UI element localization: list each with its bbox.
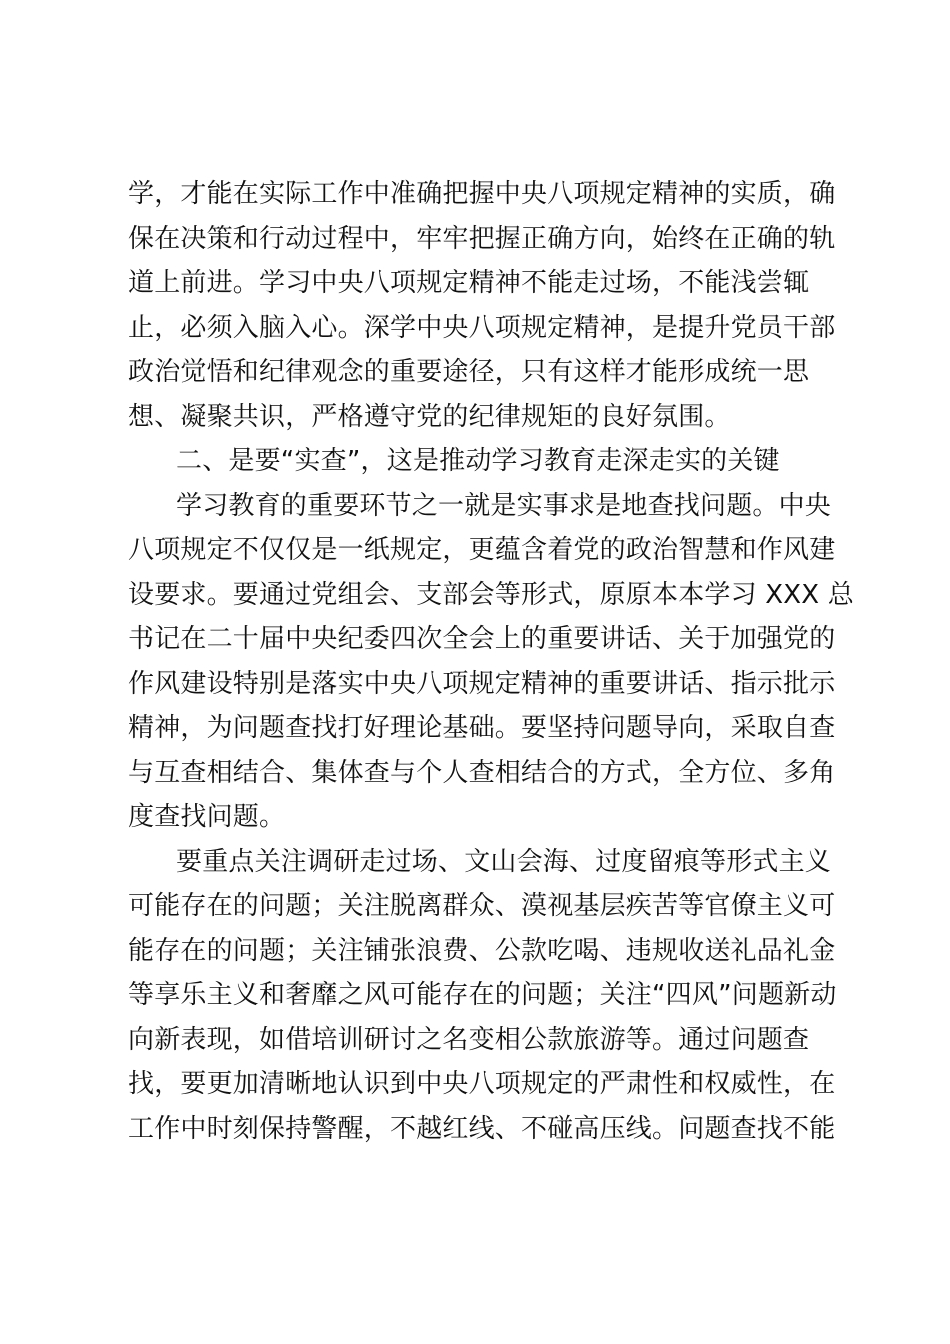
text-line: 政治觉悟和纪律观念的重要途径，只有这样才能形成统一思 (128, 357, 810, 387)
text-line: 向新表现，如借培训研讨之名变相公款旅游等。通过问题查 (128, 1024, 810, 1055)
text-line: 设要求。要通过党组会、支部会等形式，原原本本学习 XXX 总 (128, 579, 854, 610)
text-line: 精神，为问题查找打好理论基础。要坚持问题导向，采取自查 (128, 713, 836, 743)
text-line: 八项规定不仅仅是一纸规定，更蕴含着党的政治智慧和作风建 (128, 535, 836, 565)
text-line: 保在决策和行动过程中，牢牢把握正确方向，始终在正确的轨 (128, 223, 836, 254)
paragraph-start-line: 学习教育的重要环节之一就是实事求是地查找问题。中央 (176, 490, 832, 521)
text-line: 书记在二十届中央纪委四次全会上的重要讲话、关于加强党的 (128, 624, 836, 654)
text-line: 能存在的问题；关注铺张浪费、公款吃喝、违规收送礼品礼金 (128, 935, 836, 966)
text-line: 想、凝聚共识，严格遵守党的纪律规矩的良好氛围。 (128, 401, 731, 432)
text-line: 止，必须入脑入心。深学中央八项规定精神，是提升党员干部 (128, 312, 836, 343)
text-line: 工作中时刻保持警醒，不越红线、不碰高压线。问题查找不能 (128, 1113, 836, 1144)
text-line: 度查找问题。 (128, 802, 286, 832)
section-heading: 二、是要“实查”，这是推动学习教育走深走实的关键 (176, 446, 780, 476)
text-line: 找，要更加清晰地认识到中央八项规定的严肃性和权威性，在 (128, 1069, 836, 1099)
text-line: 等享乐主义和奢靡之风可能存在的问题；关注“四风”问题新动 (128, 980, 837, 1010)
text-line: 可能存在的问题；关注脱离群众、漠视基层疾苦等官僚主义可 (128, 891, 836, 921)
document-body (128, 172, 854, 1151)
text-line: 道上前进。学习中央八项规定精神不能走过场，不能浅尝辄 (128, 268, 810, 298)
text-line: 与互查相结合、集体查与个人查相结合的方式，全方位、多角 (128, 757, 836, 788)
text-line: 作风建设特别是落实中央八项规定精神的重要讲话、指示批示 (128, 668, 836, 699)
paragraph-start-line: 要重点关注调研走过场、文山会海、过度留痕等形式主义 (176, 846, 832, 877)
text-line: 学，才能在实际工作中准确把握中央八项规定精神的实质，确 (128, 179, 836, 209)
